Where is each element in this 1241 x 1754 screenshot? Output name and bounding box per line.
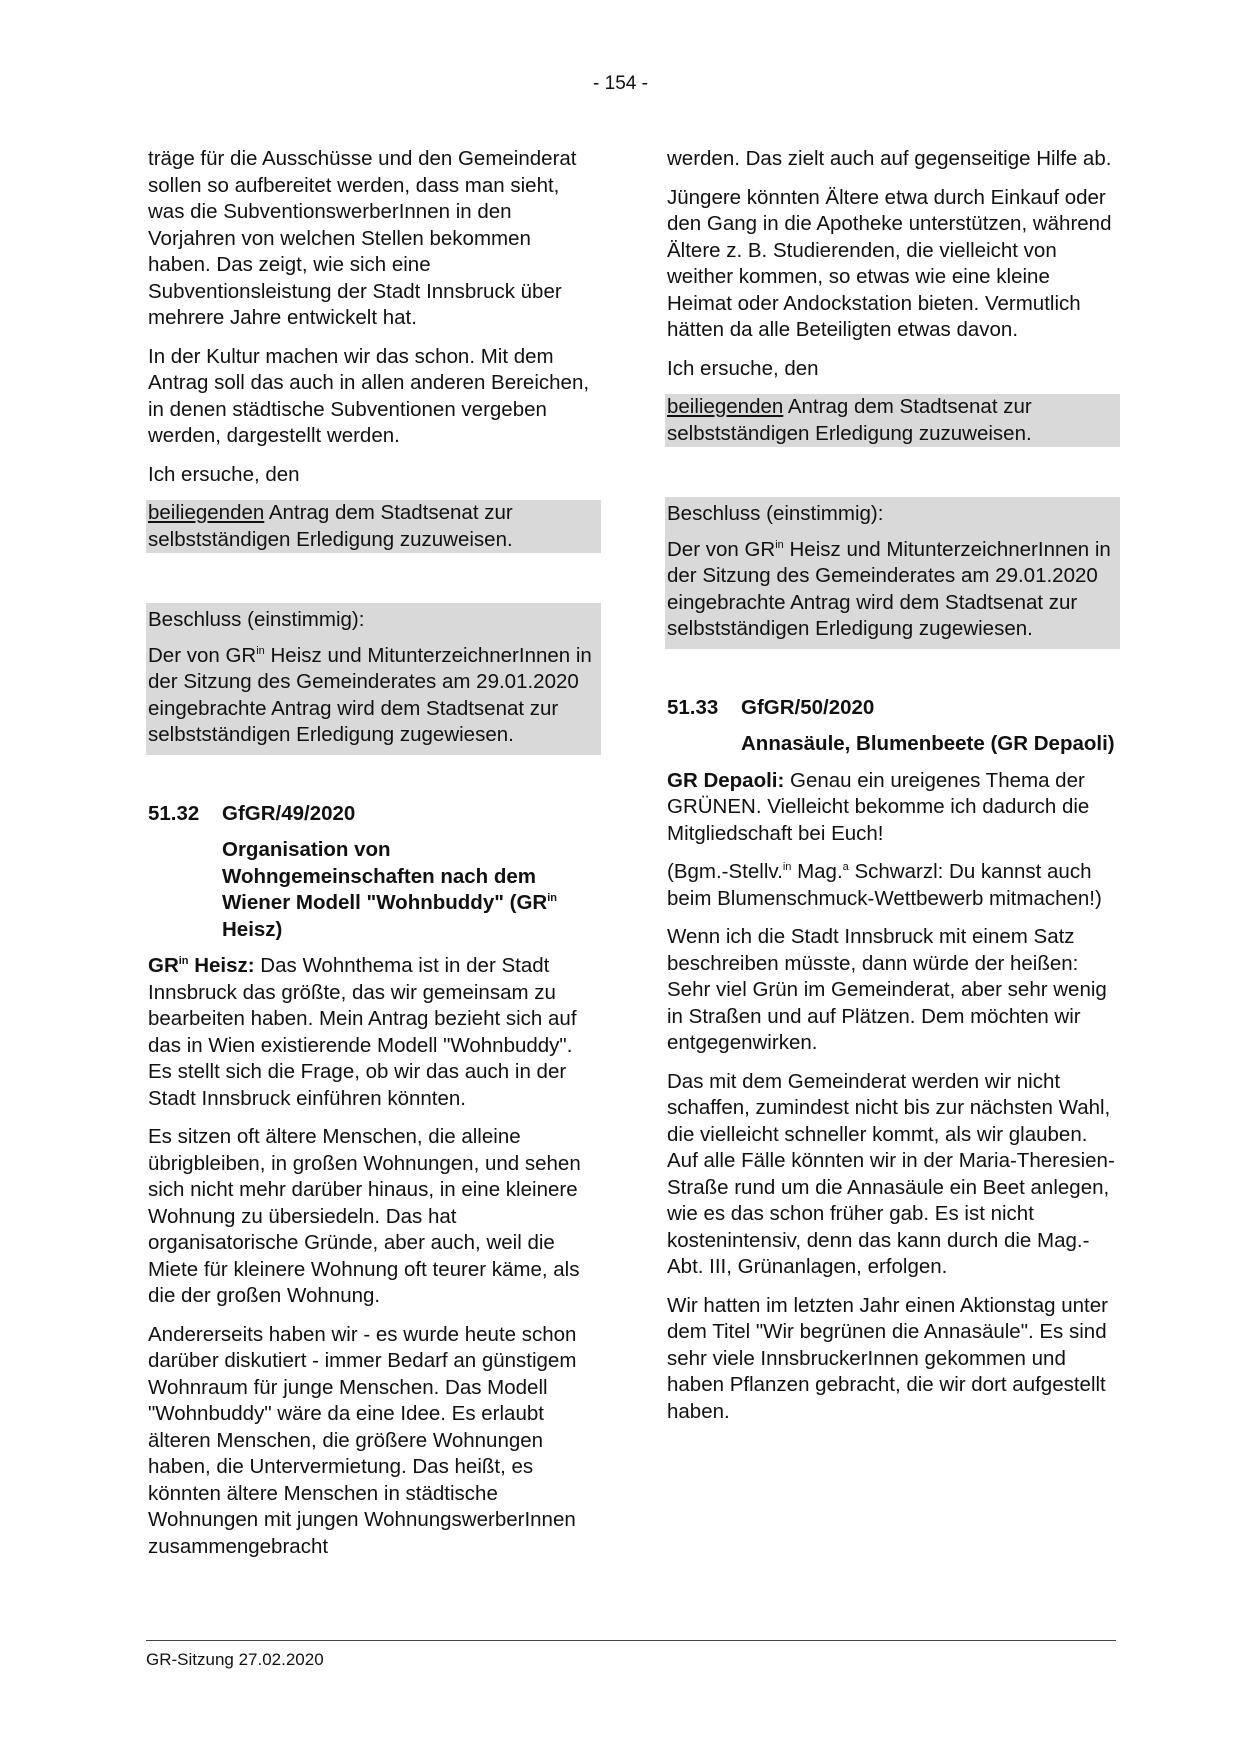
antrag-text: Antrag dem Stadtsenat zur selbstständigen Erledigung zuzuweisen. bbox=[667, 395, 1032, 445]
beschluss-label: Beschluss (einstimmig): bbox=[667, 502, 884, 525]
speech-paragraph: GR Depaoli: Genau ein ureigenes Thema der GRÜNEN. Vielleicht bekomme ich dadurch die Mitgliedschaft bei Euch! bbox=[667, 768, 1090, 845]
speech-paragraph: $GR^{in}$ Heisz: Das Wohnthema ist in der Stadt Innsbruck das größte, das wir gemeinsam zu bearbeiten haben. Mein Antrag bezieht sich auf das in Wien existierende Modell "Wohnbuddy". Es stellt sich die Frage, ob wir das auch in der Stadt Innsbruck einführen könnten. bbox=[148, 954, 577, 1110]
beschluss-box bbox=[665, 497, 1120, 649]
section-heading bbox=[146, 801, 601, 828]
footer-text: GR-Sitzung 27.02.2020 bbox=[146, 1650, 324, 1669]
beschluss-text: Der von $GR^{in}$ Heisz und MitunterzeichnerInnen in der Sitzung des Gemeinderates am 29.01.2020 eingebrachte Antrag wird dem Stadtsenat zur selbstständigen Erledigung zugewiesen. bbox=[148, 643, 592, 746]
paragraph: Ich ersuche, den bbox=[667, 356, 819, 380]
section-code: GfGR/49/2020 bbox=[222, 801, 356, 825]
antrag-request bbox=[665, 394, 1120, 447]
beschluss-box bbox=[146, 603, 601, 755]
interjection: (Bgm.-Stellv.$^{in}$ Mag.$^a$ Schwarzl: Du kannst auch beim Blumenschmuck-Wettbewerb mitmachen!) bbox=[667, 860, 1102, 910]
section-code: GfGR/50/2020 bbox=[741, 695, 875, 719]
paragraph: Wir hatten im letzten Jahr einen Aktionstag unter dem Titel "Wir begrünen die Annasäule". Es sind sehr viele InnsbruckerInnen gekommen und haben Pflanzen gebracht, die wir dort aufgestellt haben. bbox=[667, 1293, 1108, 1423]
paragraph: Das mit dem Gemeinderat werden wir nicht schaffen, zumindest nicht bis zur nächsten Wahl, die vielleicht schneller kommt, als wir glauben. Auf alle Fälle könnten wir in der Maria-Theresien-Straße rund um die Annasäule ein Beet anlegen, wie es das schon früher gab. Es ist nicht kostenintensiv, denn das kann durch die Mag.-Abt. III, Grünanlagen, erfolgen. bbox=[667, 1069, 1115, 1278]
section-title: Organisation von Wohngemeinschaften nach dem Wiener Modell "Wohnbuddy" ($GR^{in}$ Heisz) bbox=[222, 838, 557, 941]
paragraph: träge für die Ausschüsse und den Gemeinderat sollen so aufbereitet werden, dass man sieht, was die SubventionswerberInnen in den Vorjahren von welchen Stellen bekommen haben. Das zeigt, wie sich eine Subventionsleistung der Stadt Innsbruck über mehrere Jahre entwickelt hat. bbox=[148, 147, 577, 329]
section-number: 51.32 bbox=[148, 801, 200, 825]
section-title: Annasäule, Blumenbeete (GR Depaoli) bbox=[741, 732, 1115, 755]
footer-divider bbox=[146, 1640, 1116, 1641]
paragraph: Ich ersuche, den bbox=[148, 462, 300, 486]
beschluss-text: Der von $GR^{in}$ Heisz und MitunterzeichnerInnen in der Sitzung des Gemeinderates am 29.01.2020 eingebrachte Antrag wird dem Stadtsenat zur selbstständigen Erledigung zugewiesen. bbox=[667, 537, 1111, 640]
speaker-name: $GR^{in}$ Heisz: bbox=[148, 954, 255, 977]
paragraph: Andererseits haben wir - es wurde heute schon darüber diskutiert - immer Bedarf an günstigem Wohnraum für junge Menschen. Das Modell "Wohnbuddy" wäre da eine Idee. Es erlaubt älteren Menschen, die größere Wohnungen haben, die Untervermietung. Das heißt, es könnten ältere Menschen in städtische Wohnungen mit jungen WohnungswerberInnen zusammengebracht bbox=[148, 1322, 577, 1558]
right-column bbox=[665, 146, 1120, 1437]
beschluss-label: Beschluss (einstimmig): bbox=[148, 608, 365, 631]
speaker-name: GR Depaoli: bbox=[667, 768, 785, 792]
section-number: 51.33 bbox=[667, 695, 719, 719]
antrag-underlined: beiliegenden bbox=[148, 501, 265, 524]
paragraph: Es sitzen oft ältere Menschen, die alleine übrigbleiben, in großen Wohnungen, und sehen sich nicht mehr darüber hinaus, in eine kleinere Wohnung zu übersiedeln. Das hat organisatorische Gründe, aber auch, weil die Miete für kleinere Wohnung oft teurer käme, als die der großen Wohnung. bbox=[148, 1125, 581, 1307]
paragraph: werden. Das zielt auch auf gegenseitige Hilfe ab. bbox=[667, 147, 1112, 170]
page-number: - 154 - bbox=[593, 73, 648, 94]
paragraph: Jüngere könnten Ältere etwa durch Einkauf oder den Gang in die Apotheke unterstützen, während Ältere z. B. Studierenden, die vielleicht von weither kommen, so etwas wie eine kleine Heimat oder Andockstation bieten. Vermutlich hätten da alle Beteiligten etwas davon. bbox=[667, 185, 1112, 341]
antrag-text: Antrag dem Stadtsenat zur selbstständigen Erledigung zuzuweisen. bbox=[148, 501, 513, 551]
section-heading bbox=[665, 695, 1120, 722]
antrag-request bbox=[146, 500, 601, 553]
paragraph: Wenn ich die Stadt Innsbruck mit einem Satz beschreiben müsste, dann würde der heißen: Sehr viel Grün im Gemeinderat, aber sehr wenig in Straßen und auf Plätzen. Dem möchten wir entgegenwirken. bbox=[667, 925, 1107, 1054]
antrag-underlined: beiliegenden bbox=[667, 395, 784, 418]
paragraph: In der Kultur machen wir das schon. Mit dem Antrag soll das auch in allen anderen Bereichen, in denen städtische Subventionen vergeben werden, dargestellt werden. bbox=[148, 344, 590, 447]
left-column bbox=[146, 146, 601, 1572]
